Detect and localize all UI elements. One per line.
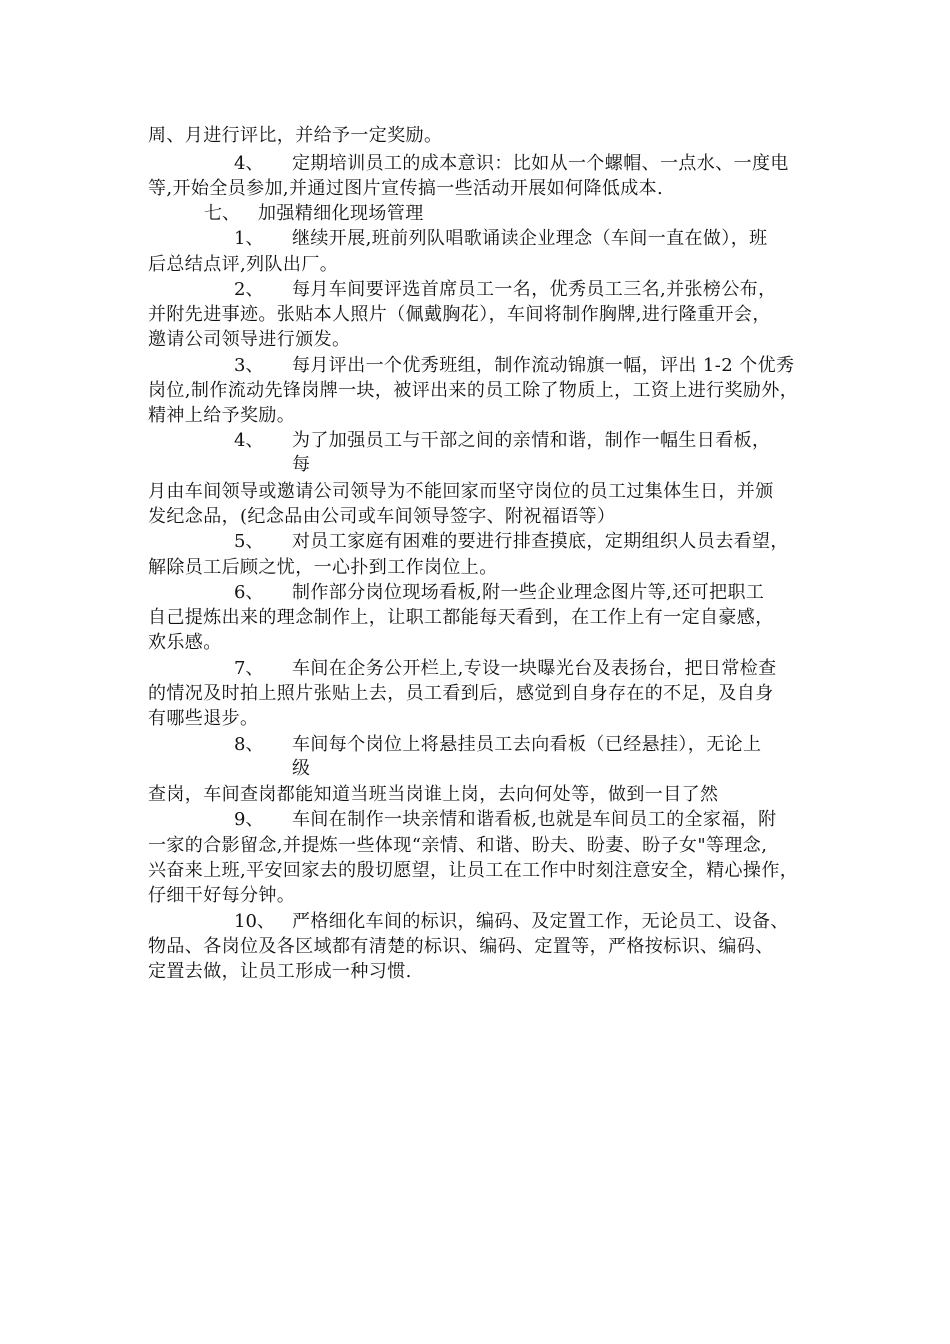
paragraph-line: 定期培训员工的成本意识：比如从一个螺帽、一点水、一度电 [292, 153, 789, 174]
paragraph-line: 周、月进行评比，并给予一定奖励。 [148, 125, 443, 146]
item-number: 10、 [234, 911, 275, 932]
item-number: 4、 [234, 153, 264, 174]
paragraph-line: 车间在企务公开栏上,专设一块曝光台及表扬台，把日常检查 [292, 658, 777, 679]
paragraph-line: 为了加强员工与干部之间的亲情和谐，制作一幅生日看板， [292, 430, 771, 451]
paragraph-line: 兴奋来上班,平安回家去的殷切愿望，让员工在工作中时刻注意安全，精心操作， [148, 860, 799, 881]
item-number: 5、 [234, 531, 264, 552]
paragraph-line: 车间在制作一块亲情和谐看板,也就是车间员工的全家福，附 [292, 809, 777, 830]
paragraph-line: 每 [292, 454, 311, 475]
paragraph-line: 定置去做，让员工形成一种习惯. [148, 961, 412, 982]
item-number: 6、 [234, 582, 264, 603]
paragraph-line: 制作部分岗位现场看板,附一些企业理念图片等,还可把职工 [292, 582, 765, 603]
paragraph-line: 发纪念品，(纪念品由公司或车间领导签字、附祝福语等） [148, 506, 616, 527]
paragraph-line: 级 [292, 758, 311, 779]
paragraph-line: 自己提炼出来的理念制作上，让职工都能每天看到，在工作上有一定自豪感， [148, 607, 774, 628]
section-number: 七、 [204, 203, 240, 224]
paragraph-line: 每月评出一个优秀班组，制作流动锦旗一幅，评出 1-2 个优秀 [292, 355, 795, 376]
item-number: 9、 [234, 809, 264, 830]
paragraph-line: 岗位,制作流动先锋岗牌一块，被评出来的员工除了物质上，工资上进行奖励外， [148, 380, 799, 401]
paragraph-line: 有哪些退步。 [148, 708, 259, 729]
paragraph-line: 继续开展,班前列队唱歌诵读企业理念（车间一直在做），班 [292, 228, 768, 249]
paragraph-line: 每月车间要评选首席员工一名，优秀员工三名,并张榜公布， [292, 279, 777, 300]
paragraph-line: 解除员工后顾之忧，一心扑到工作岗位上。 [148, 557, 498, 578]
paragraph-line: 并附先进事迹。张贴本人照片（佩戴胸花），车间将制作胸牌,进行隆重开会， [148, 304, 771, 325]
paragraph-line: 一家的合影留念,并提炼一些体现“亲情、和谐、盼夫、盼妻、盼子女"等理念, [148, 835, 768, 856]
paragraph-line: 欢乐感。 [148, 632, 222, 653]
paragraph-line: 月由车间领导或邀请公司领导为不能回家而坚守岗位的员工过集体生日，并颁 [148, 481, 774, 502]
paragraph-line: 的情况及时拍上照片张贴上去，员工看到后，感觉到自身存在的不足，及自身 [148, 683, 774, 704]
paragraph-line: 严格细化车间的标识，编码、及定置工作，无论员工、设备、 [292, 911, 789, 932]
item-number: 8、 [234, 734, 264, 755]
item-number: 4、 [234, 430, 264, 451]
paragraph-line: 仔细干好每分钟。 [148, 885, 296, 906]
section-heading: 加强精细化现场管理 [258, 203, 424, 224]
paragraph-line: 后总结点评,列队出厂。 [148, 254, 339, 275]
paragraph-line: 查岗，车间查岗都能知道当班当岗谁上岗，去向何处等，做到一目了然 [148, 784, 719, 805]
item-number: 1、 [234, 228, 264, 249]
paragraph-line: 对员工家庭有困难的要进行排查摸底，定期组织人员去看望， [292, 531, 789, 552]
item-number: 3、 [234, 355, 264, 376]
paragraph-line: 物品、各岗位及各区域都有清楚的标识、编码、定置等，严格按标识、编码、 [148, 936, 774, 957]
item-number: 7、 [234, 658, 264, 679]
paragraph-line: 车间每个岗位上将悬挂员工去向看板（已经悬挂），无论上 [292, 734, 762, 755]
paragraph-line: 邀请公司领导进行颁发。 [148, 329, 351, 350]
item-number: 2、 [234, 279, 264, 300]
paragraph-line: 精神上给予奖励。 [148, 405, 296, 426]
paragraph-line: 等,开始全员参加,并通过图片宣传搞一些活动开展如何降低成本. [148, 178, 664, 199]
